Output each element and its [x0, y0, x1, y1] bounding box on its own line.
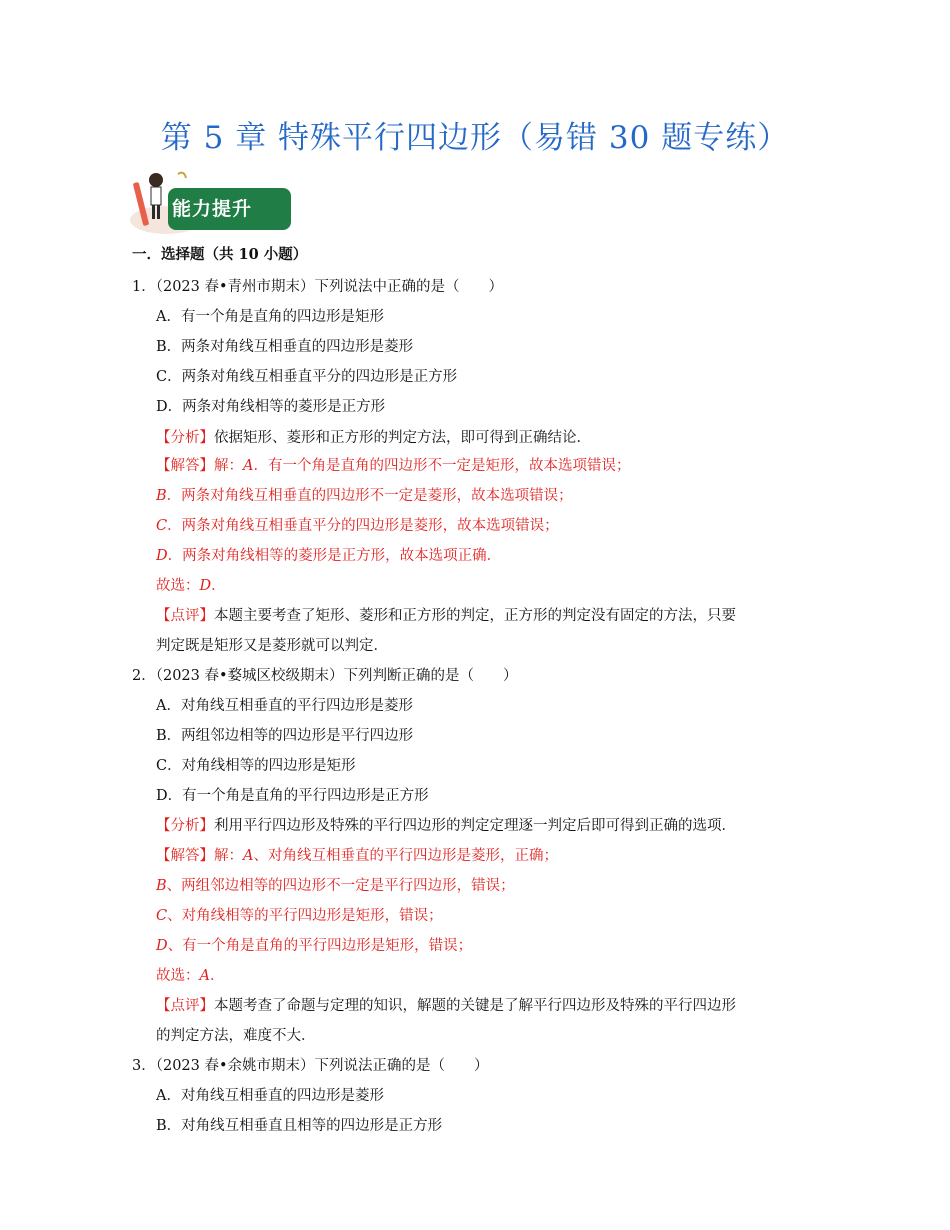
- comment-tag: 【点评】: [156, 608, 214, 624]
- q2-option-c: C．对角线相等的四边形是矩形: [156, 758, 356, 774]
- q2-answer-c: C、对角线相等的平行四边形是矩形，错误；: [156, 908, 443, 924]
- q1-answer-c: C．两条对角线互相垂直平分的四边形是菱形，故本选项错误；: [156, 518, 559, 534]
- q2-answer-d: D、有一个角是直角的平行四边形是矩形，错误；: [156, 938, 473, 954]
- q2-comment: 【点评】本题考查了命题与定理的知识，解题的关键是了解平行四边形及特殊的平行四边形: [156, 998, 736, 1014]
- q1-answer-b: B．两条对角线互相垂直的四边形不一定是菱形，故本选项错误；: [156, 488, 573, 504]
- page-title: 第 5 章 特殊平行四边形（易错 30 题专练）: [160, 120, 790, 156]
- q2-option-d: D．有一个角是直角的平行四边形是正方形: [156, 788, 429, 804]
- q1-option-d: D．两条对角线相等的菱形是正方形: [156, 399, 386, 415]
- comment-tag: 【点评】: [156, 998, 214, 1014]
- answer-tag: 【解答】: [156, 458, 214, 474]
- section-heading: 一．选择题（共 10 小题）: [132, 246, 308, 263]
- q1-analysis: 【分析】依据矩形、菱形和正方形的判定方法，即可得到正确结论．: [156, 430, 591, 446]
- q1-comment-cont: 判定既是矩形又是菱形就可以判定．: [156, 638, 388, 654]
- q2-analysis: 【分析】利用平行四边形及特殊的平行四边形的判定定理逐一判定后即可得到正确的选项．: [156, 818, 736, 834]
- q2-option-b: B．两组邻边相等的四边形是平行四边形: [156, 728, 414, 744]
- q3-stem: 3．（2023 春•余姚市期末）下列说法正确的是（ ）: [132, 1058, 489, 1074]
- q1-answer-a: 【解答】解：A．有一个角是直角的四边形不一定是矩形，故本选项错误；: [156, 458, 631, 474]
- q1-choice: 故选：D．: [156, 578, 226, 594]
- q2-choice: 故选：A．: [156, 968, 225, 984]
- q1-option-a: A．有一个角是直角的四边形是矩形: [156, 309, 384, 325]
- answer-tag: 【解答】: [156, 848, 214, 864]
- analysis-tag: 【分析】: [156, 818, 214, 834]
- q2-answer-a: 【解答】解：A、对角线互相垂直的平行四边形是菱形，正确；: [156, 848, 558, 864]
- q2-option-a: A．对角线互相垂直的平行四边形是菱形: [156, 698, 413, 714]
- q1-answer-d: D．两条对角线相等的菱形是正方形，故本选项正确．: [156, 548, 502, 564]
- q1-option-b: B．两条对角线互相垂直的四边形是菱形: [156, 339, 414, 355]
- q2-answer-b: B、两组邻边相等的四边形不一定是平行四边形，错误；: [156, 878, 515, 894]
- q3-option-b: B．对角线互相垂直且相等的四边形是正方形: [156, 1118, 443, 1134]
- q1-comment: 【点评】本题主要考查了矩形、菱形和正方形的判定，正方形的判定没有固定的方法，只要: [156, 608, 736, 624]
- q3-option-a: A．对角线互相垂直的四边形是菱形: [156, 1088, 384, 1104]
- analysis-tag: 【分析】: [156, 430, 214, 446]
- ability-badge-label: 能力提升: [172, 198, 253, 220]
- q1-stem: 1．（2023 春•青州市期末）下列说法中正确的是（ ）: [132, 279, 504, 295]
- q1-option-c: C．两条对角线互相垂直平分的四边形是正方形: [156, 369, 458, 385]
- q2-stem: 2．（2023 春•婺城区校级期末）下列判断正确的是（ ）: [132, 668, 518, 684]
- q2-comment-cont: 的判定方法，难度不大．: [156, 1028, 316, 1044]
